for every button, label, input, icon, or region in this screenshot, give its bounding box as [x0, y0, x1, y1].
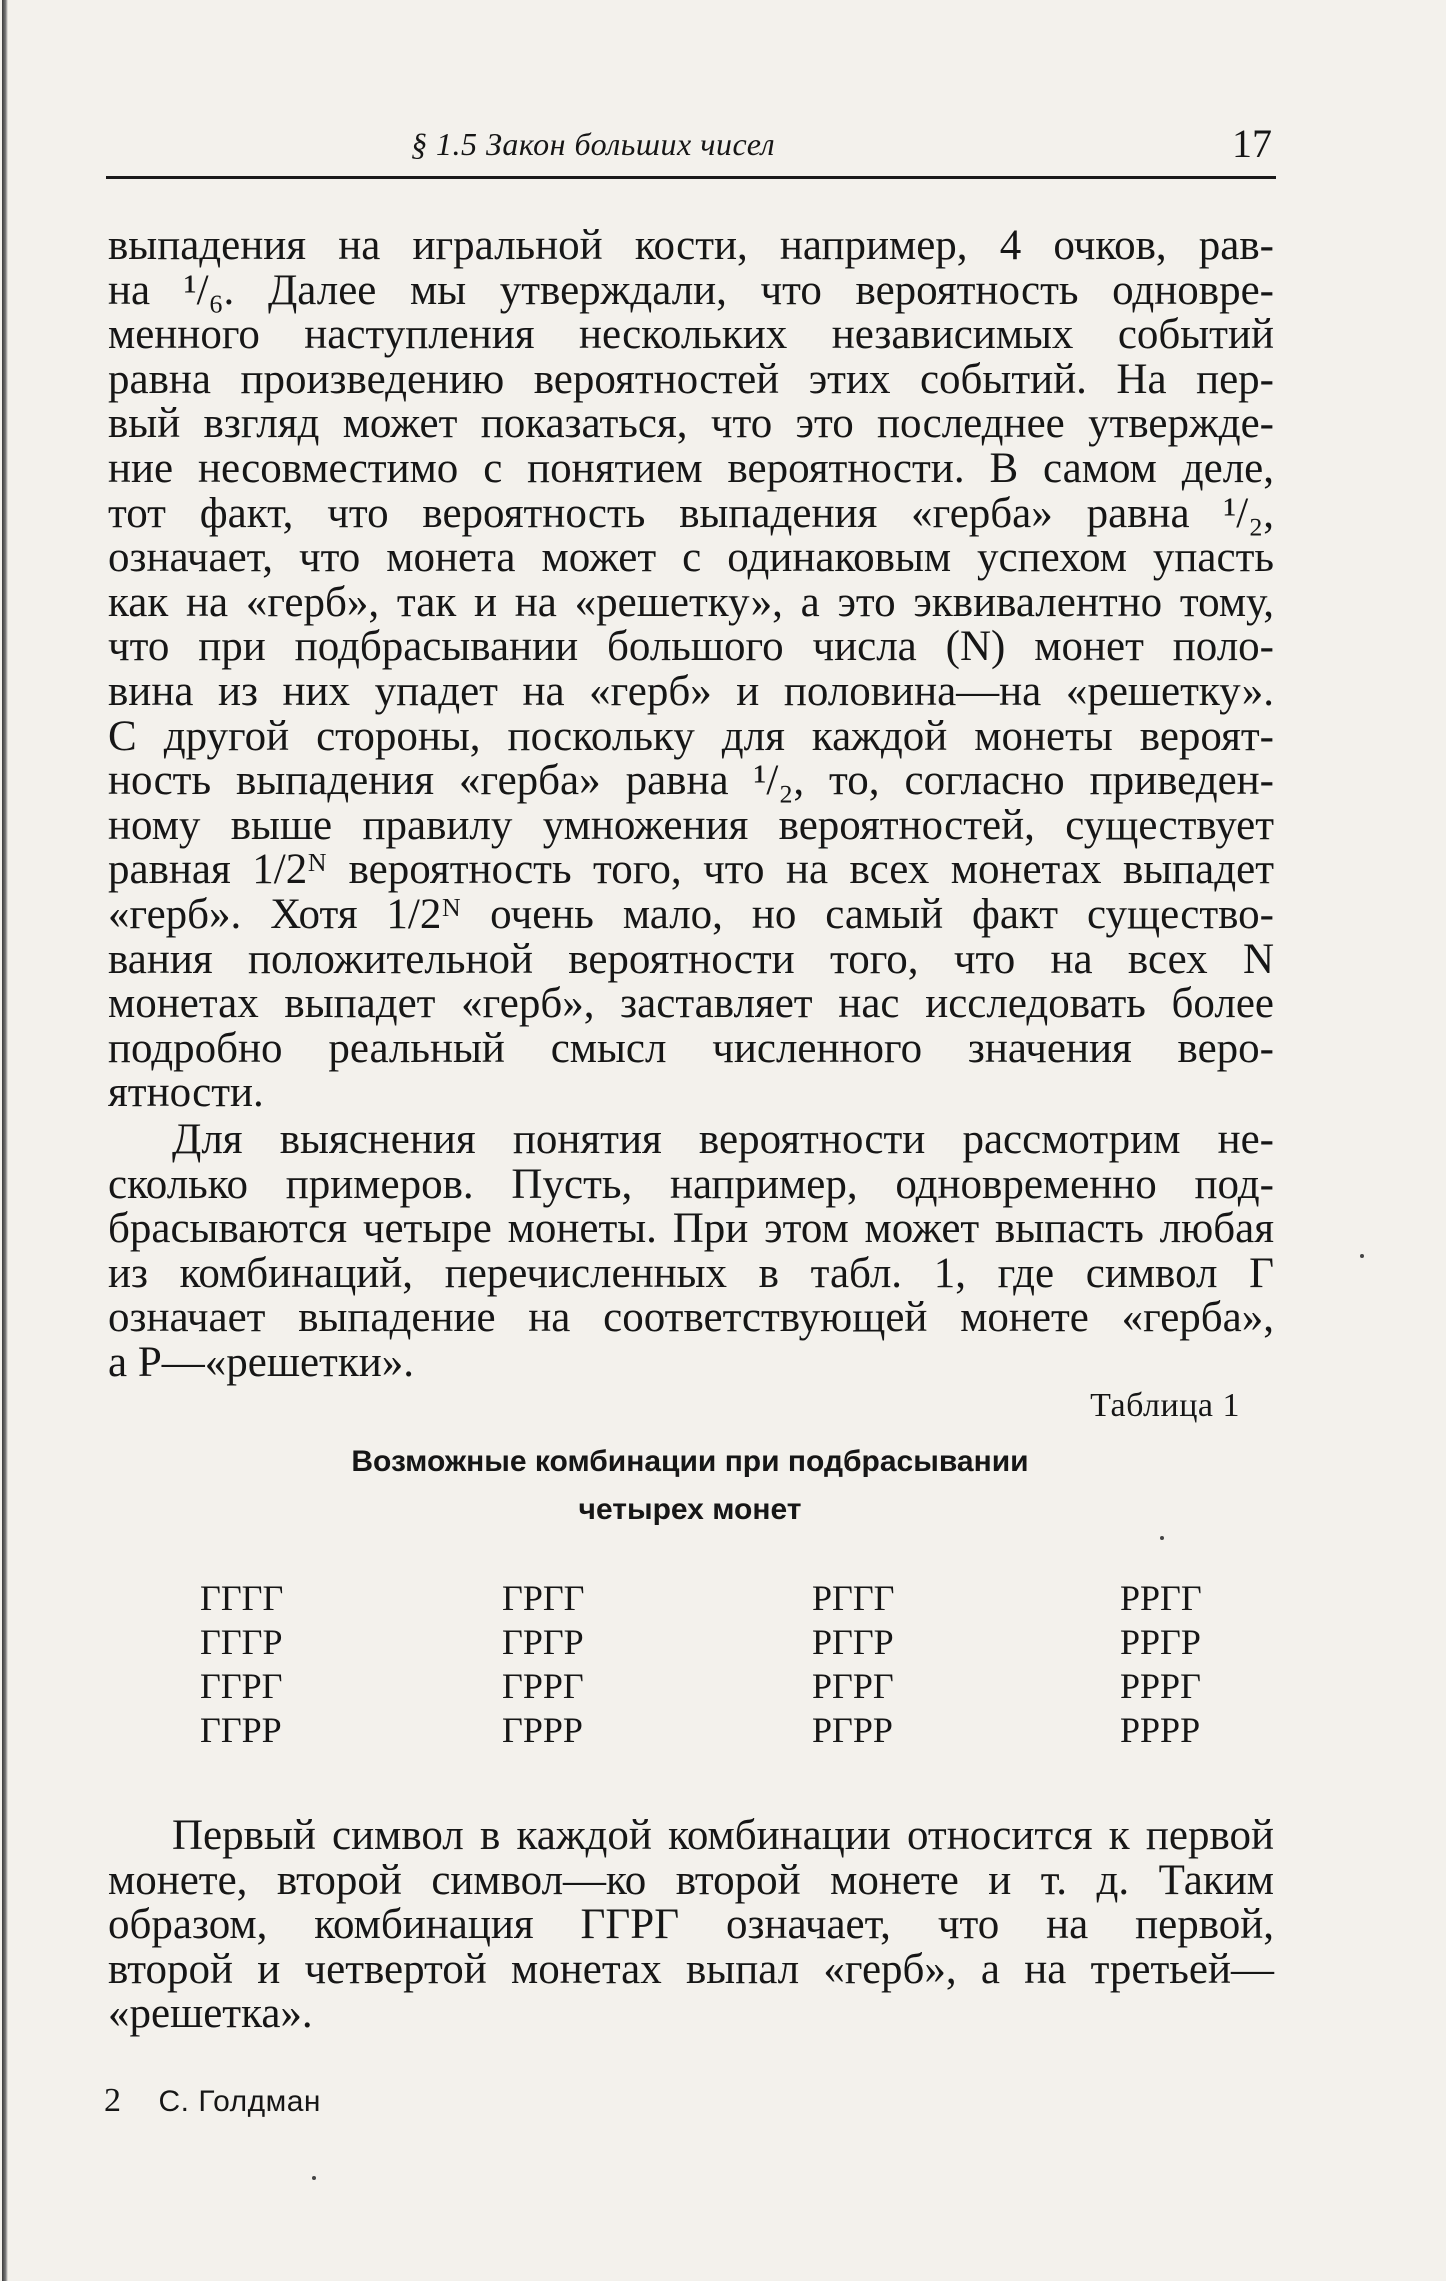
- text-line: Для выяснения понятия вероятности рассмотрим не-: [172, 1116, 1274, 1163]
- scan-speck: [1160, 1536, 1164, 1540]
- table-caption: [300, 1438, 1080, 1534]
- table-cell: РГРГ: [812, 1666, 894, 1706]
- table-label: Таблица 1: [1090, 1387, 1240, 1424]
- paragraph-2: [108, 1118, 1274, 1386]
- text-line: равна произведению вероятностей этих событий. На пер-: [108, 355, 1274, 403]
- table-column: [812, 1576, 894, 1752]
- text-line: вый взгляд может показаться, что это последнее утвержде-: [108, 400, 1274, 448]
- text-line: сколько примеров. Пусть, например, одновременно под-: [108, 1160, 1274, 1208]
- text-line: вина из них упадет на «герб» и половина—на «решетку».: [108, 667, 1274, 715]
- text-line: вания положительной вероятности того, что на всех N: [108, 935, 1274, 983]
- table-column: [200, 1576, 283, 1752]
- table-column: [1120, 1576, 1202, 1752]
- table-cell: ГГРГ: [200, 1666, 283, 1706]
- signature-footer: [104, 2082, 321, 2120]
- text-line: равная 1/2ᴺ вероятность того, что на всех монетах выпадет: [108, 846, 1274, 894]
- text-line: что при подбрасывании большого числа (N) монет поло-: [108, 623, 1274, 671]
- scan-speck: [1360, 1254, 1364, 1258]
- signature-number: 2: [104, 2082, 121, 2119]
- text-line: образом, комбинация ГГРГ означает, что на первой,: [108, 1901, 1274, 1949]
- text-line: С другой стороны, поскольку для каждой монеты вероят-: [108, 712, 1274, 760]
- text-line: монете, второй символ—ко второй монете и т. д. Таким: [108, 1856, 1274, 1904]
- scan-speck: [312, 2176, 316, 2180]
- table-cell: РРРГ: [1120, 1666, 1201, 1706]
- text-line: на ¹/₆. Далее мы утверждали, что вероятность одновре-: [108, 266, 1274, 314]
- text-line: а Р—«решетки».: [108, 1338, 414, 1386]
- text-line: монетах выпадет «герб», заставляет нас исследовать более: [108, 980, 1274, 1028]
- table-caption-line: Возможные комбинации при подбрасывании: [351, 1445, 1029, 1478]
- footer-author: С. Голдман: [158, 2085, 321, 2118]
- text-line: ние несовместимо с понятием вероятности. В самом деле,: [108, 444, 1274, 492]
- text-line: второй и четвертой монетах выпал «герб», а на третьей—: [108, 1945, 1274, 1993]
- text-line: подробно реальный смысл численного значения веро-: [108, 1024, 1274, 1072]
- table-cell: ГРГГ: [502, 1578, 585, 1618]
- table-cell: ГРГР: [502, 1622, 584, 1662]
- table-column: [502, 1576, 584, 1752]
- page-edge-shadow: [2, 0, 8, 2281]
- table-cell: ГРРГ: [502, 1666, 584, 1706]
- table-cell: РРГР: [1120, 1622, 1201, 1662]
- header-rule: [106, 176, 1276, 179]
- page-number: 17: [1232, 121, 1272, 166]
- table-cell: РРГГ: [1120, 1578, 1202, 1618]
- text-line: «герб». Хотя 1/2ᴺ очень мало, но самый факт существо-: [108, 890, 1274, 938]
- text-line: менного наступления нескольких независимых событий: [108, 311, 1274, 359]
- table-cell: РГРР: [812, 1710, 893, 1750]
- text-line: означает выпадение на соответствующей монете «герба»,: [108, 1294, 1274, 1342]
- text-line: означает, что монета может с одинаковым успехом упасть: [108, 534, 1274, 582]
- header-title: § 1.5 Закон больших чисел: [411, 126, 776, 162]
- paragraph-3: [108, 1814, 1274, 2037]
- text-line: ятности.: [108, 1069, 264, 1117]
- table-cell: РГГГ: [812, 1578, 895, 1618]
- text-line: из комбинаций, перечисленных в табл. 1, где символ Г: [108, 1249, 1274, 1297]
- table-cell: ГГГГ: [200, 1578, 284, 1618]
- text-line: как на «герб», так и на «решетку», а это эквивалентно тому,: [108, 578, 1274, 626]
- table-caption-line: четырех монет: [578, 1493, 802, 1526]
- table-cell: ГРРР: [502, 1710, 583, 1750]
- table-cell: ГГГР: [200, 1622, 283, 1662]
- text-line: тот факт, что вероятность выпадения «герба» равна ¹/₂,: [108, 489, 1274, 537]
- table-cell: ГГРР: [200, 1710, 282, 1750]
- text-line: брасываются четыре монеты. При этом может выпасть любая: [108, 1205, 1274, 1253]
- text-line: ному выше правилу умножения вероятностей, существует: [108, 801, 1274, 849]
- table-cell: РРРР: [1120, 1710, 1201, 1750]
- text-line: «решетка».: [108, 1990, 313, 2038]
- text-line: выпадения на игральной кости, например, 4 очков, рав-: [108, 222, 1274, 269]
- table-cell: РГГР: [812, 1622, 894, 1662]
- text-line: ность выпадения «герба» равна ¹/₂, то, согласно приведен-: [108, 757, 1274, 805]
- paragraph-1: [108, 224, 1274, 1116]
- running-header: [106, 118, 1276, 182]
- text-line: Первый символ в каждой комбинации относится к первой: [172, 1812, 1274, 1859]
